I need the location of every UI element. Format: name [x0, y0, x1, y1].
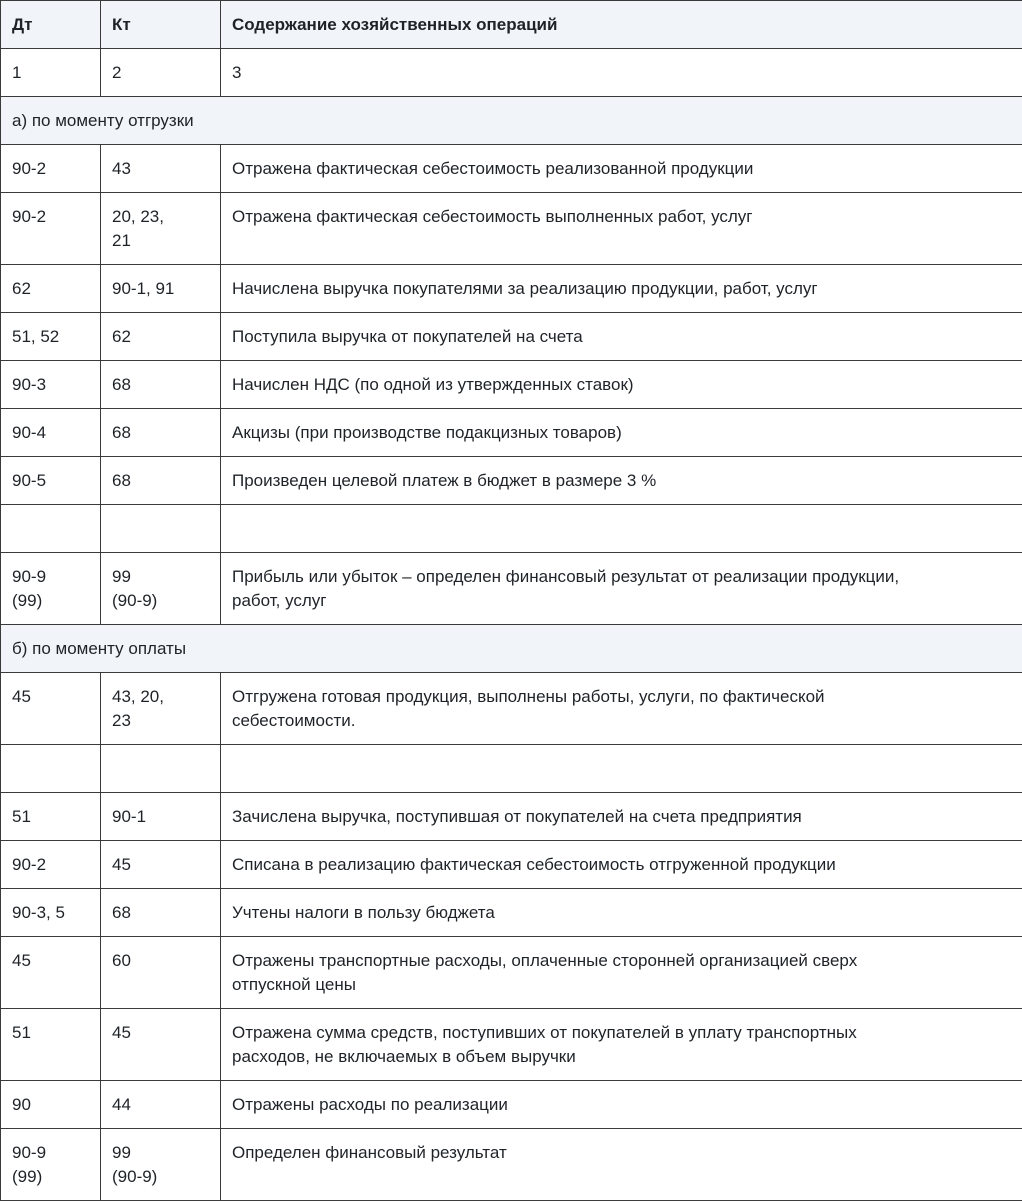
table-row [1, 193, 1022, 265]
table-row [1, 745, 1022, 793]
credit-cell [101, 265, 221, 313]
credit-cell [101, 409, 221, 457]
description-cell [221, 1081, 1022, 1129]
column-number-credit: 2 [101, 49, 221, 97]
debit-cell [1, 673, 101, 745]
debit-cell-line: (99) [12, 1167, 43, 1186]
credit-cell-line: 20, 23, [112, 207, 164, 226]
debit-cell-line: 90-3 [12, 375, 47, 394]
table-row [1, 793, 1022, 841]
description-cell [221, 937, 1022, 1009]
credit-cell-line: 90-1 [112, 807, 147, 826]
table-row [1, 265, 1022, 313]
debit-cell-line: 90-3, 5 [12, 903, 65, 922]
credit-cell-line: 45 [112, 1023, 131, 1042]
credit-cell-line: 99 [112, 1143, 131, 1162]
section-row-shipment [1, 97, 1022, 145]
table-row [1, 313, 1022, 361]
table-row [1, 553, 1022, 625]
description-cell [221, 265, 1022, 313]
section-row-payment [1, 625, 1022, 673]
description-cell [221, 505, 1022, 553]
description-cell-line: Акцизы (при производстве подакцизных товаров) [232, 423, 622, 442]
table-body [1, 49, 1022, 1201]
table-row [1, 889, 1022, 937]
header-debit: Дт [1, 1, 101, 49]
description-cell [221, 193, 1022, 265]
header-description: Содержание хозяйственных операций [221, 1, 1022, 49]
debit-cell-line: 90-2 [12, 855, 47, 874]
debit-cell-line: 90-9 [12, 567, 47, 586]
debit-cell-line: 51 [12, 807, 31, 826]
description-cell [221, 745, 1022, 793]
debit-cell-line: 90-5 [12, 471, 47, 490]
table-row [1, 457, 1022, 505]
credit-cell [101, 841, 221, 889]
credit-cell-line: 62 [112, 327, 131, 346]
description-cell [221, 553, 1022, 625]
table-header [1, 1, 1022, 49]
description-cell [221, 889, 1022, 937]
description-cell [221, 361, 1022, 409]
description-cell-line: Поступила выручка от покупателей на счета [232, 327, 583, 346]
description-cell [221, 145, 1022, 193]
table-row [1, 937, 1022, 1009]
section-heading-shipment: а) по моменту отгрузки [1, 97, 1022, 145]
debit-cell [1, 409, 101, 457]
debit-cell [1, 505, 101, 553]
credit-cell [101, 889, 221, 937]
credit-cell-line: 21 [112, 231, 131, 250]
credit-cell-line: 43, 20, [112, 687, 164, 706]
description-cell-line: Прибыль или убыток – определен финансовый результат от реализации продукции, [232, 567, 900, 586]
header-row [1, 1, 1022, 49]
debit-cell-line: 90-4 [12, 423, 47, 442]
description-cell-line: отпускной цены [232, 975, 356, 994]
credit-cell [101, 1129, 221, 1201]
credit-cell-line: 43 [112, 159, 131, 178]
table-row [1, 1129, 1022, 1201]
column-number-row [1, 49, 1022, 97]
description-cell-line: работ, услуг [232, 591, 327, 610]
description-cell-line: расходов, не включаемых в объем выручки [232, 1047, 576, 1066]
credit-cell [101, 361, 221, 409]
credit-cell-line: 68 [112, 471, 131, 490]
table-row [1, 361, 1022, 409]
column-number-description: 3 [221, 49, 1022, 97]
credit-cell [101, 505, 221, 553]
description-cell [221, 457, 1022, 505]
credit-cell-line: 90-1, 91 [112, 279, 175, 298]
credit-cell [101, 1081, 221, 1129]
debit-cell [1, 313, 101, 361]
description-cell-line: Начислен НДС (по одной из утвержденных ставок) [232, 375, 634, 394]
description-cell [221, 1009, 1022, 1081]
credit-cell [101, 937, 221, 1009]
debit-cell [1, 1081, 101, 1129]
credit-cell [101, 745, 221, 793]
description-cell-line: Отражены транспортные расходы, оплаченные сторонней организацией сверх [232, 951, 858, 970]
credit-cell [101, 313, 221, 361]
debit-cell-line: 90-9 [12, 1143, 47, 1162]
debit-cell [1, 745, 101, 793]
description-cell [221, 409, 1022, 457]
description-cell-line: Учтены налоги в пользу бюджета [232, 903, 495, 922]
section-heading-payment: б) по моменту оплаты [1, 625, 1022, 673]
credit-cell [101, 457, 221, 505]
debit-cell [1, 793, 101, 841]
debit-cell [1, 265, 101, 313]
column-number-debit: 1 [1, 49, 101, 97]
description-cell [221, 1129, 1022, 1201]
credit-cell-line: 23 [112, 711, 131, 730]
table-row [1, 1009, 1022, 1081]
credit-cell-line: (90-9) [112, 591, 158, 610]
credit-cell-line: 45 [112, 855, 131, 874]
description-cell [221, 313, 1022, 361]
credit-cell [101, 553, 221, 625]
debit-cell [1, 553, 101, 625]
credit-cell-line: 60 [112, 951, 131, 970]
description-cell-line: себестоимости. [232, 711, 356, 730]
debit-cell [1, 457, 101, 505]
credit-cell-line: 68 [112, 375, 131, 394]
debit-cell-line: (99) [12, 591, 43, 610]
description-cell-line: Произведен целевой платеж в бюджет в размере 3 % [232, 471, 657, 490]
debit-cell [1, 145, 101, 193]
debit-cell-line: 51 [12, 1023, 31, 1042]
credit-cell [101, 793, 221, 841]
debit-cell-line: 90-2 [12, 207, 47, 226]
table-row [1, 505, 1022, 553]
description-cell-line: Отражена фактическая себестоимость выполненных работ, услуг [232, 207, 753, 226]
description-cell [221, 841, 1022, 889]
debit-cell-line: 45 [12, 951, 31, 970]
debit-cell-line: 62 [12, 279, 31, 298]
table-row [1, 1081, 1022, 1129]
credit-cell [101, 1009, 221, 1081]
debit-cell [1, 841, 101, 889]
table-row [1, 145, 1022, 193]
debit-cell-line: 90-2 [12, 159, 47, 178]
description-cell-line: Зачислена выручка, поступившая от покупателей на счета предприятия [232, 807, 802, 826]
description-cell-line: Отражена сумма средств, поступивших от покупателей в уплату транспортных [232, 1023, 857, 1042]
credit-cell [101, 145, 221, 193]
description-cell-line: Отгружена готовая продукция, выполнены работы, услуги, по фактической [232, 687, 825, 706]
description-cell-line: Определен финансовый результат [232, 1143, 507, 1162]
header-credit: Кт [101, 1, 221, 49]
description-cell [221, 793, 1022, 841]
debit-cell [1, 193, 101, 265]
debit-cell-line: 90 [12, 1095, 31, 1114]
credit-cell-line: 44 [112, 1095, 131, 1114]
description-cell-line: Отражены расходы по реализации [232, 1095, 508, 1114]
debit-cell [1, 361, 101, 409]
debit-cell [1, 937, 101, 1009]
debit-cell-line: 45 [12, 687, 31, 706]
debit-cell-line: 51, 52 [12, 327, 60, 346]
table-row [1, 409, 1022, 457]
debit-cell [1, 889, 101, 937]
credit-cell-line: 68 [112, 903, 131, 922]
credit-cell-line: (90-9) [112, 1167, 158, 1186]
debit-cell [1, 1009, 101, 1081]
description-cell-line: Списана в реализацию фактическая себестоимость отгруженной продукции [232, 855, 836, 874]
credit-cell [101, 193, 221, 265]
table-row [1, 673, 1022, 745]
debit-cell [1, 1129, 101, 1201]
description-cell [221, 673, 1022, 745]
credit-cell-line: 68 [112, 423, 131, 442]
table-row [1, 841, 1022, 889]
credit-cell [101, 673, 221, 745]
credit-cell-line: 99 [112, 567, 131, 586]
description-cell-line: Начислена выручка покупателями за реализацию продукции, работ, услуг [232, 279, 818, 298]
description-cell-line: Отражена фактическая себестоимость реализованной продукции [232, 159, 754, 178]
